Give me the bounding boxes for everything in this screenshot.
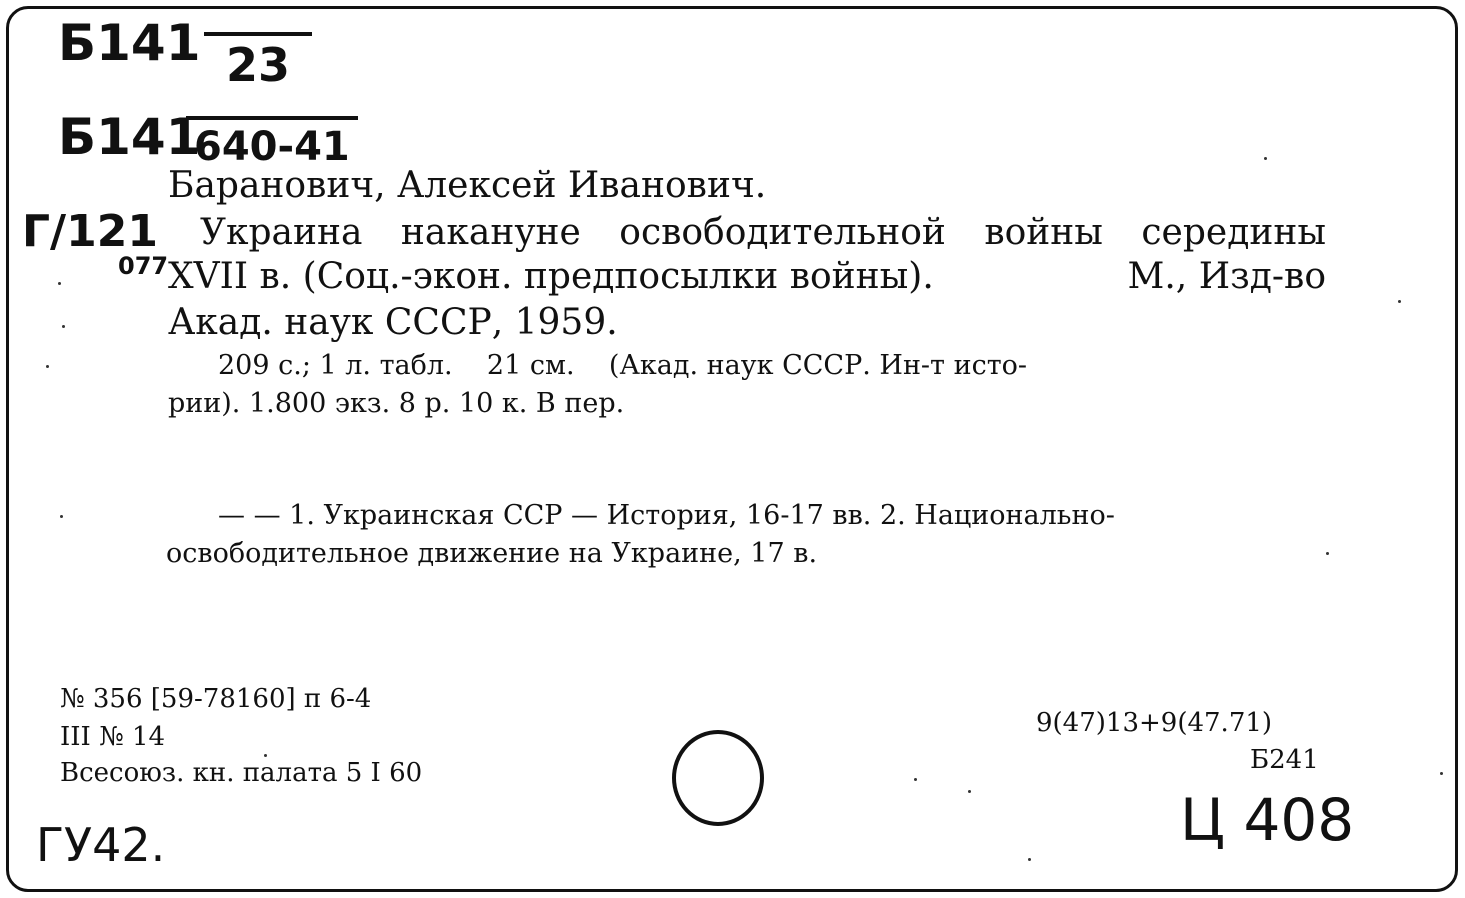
- speck: [1028, 858, 1031, 861]
- card-punch-hole: [670, 728, 770, 832]
- footer-order-line: III № 14: [60, 722, 166, 752]
- title-word: середины: [1141, 212, 1326, 253]
- collation-line-2: рии). 1.800 экз. 8 р. 10 к. В пер.: [168, 388, 625, 419]
- title-word: освободительной: [619, 212, 946, 253]
- publisher-place: М., Изд-во: [1127, 256, 1326, 297]
- speck: [1440, 772, 1443, 775]
- collation-line-1: 209 с.; 1 л. табл. 21 см. (Акад. наук СССР. Ин-т исто-: [218, 350, 1028, 381]
- title-line-2-left: XVII в. (Соц.-экон. предпосылки войны).: [168, 256, 934, 297]
- classification-number: 9(47)13+9(47.71): [1036, 708, 1273, 738]
- speck: [58, 282, 61, 285]
- left-handwritten-mark: Г/121: [22, 206, 158, 257]
- subjects-line-2: освободительное движение на Украине, 17 в.: [166, 538, 818, 569]
- title-line-2: [168, 256, 1326, 297]
- shelf-mark-2-prefix: Б141: [58, 108, 201, 166]
- speck: [60, 515, 63, 518]
- title-line-3: Акад. наук СССР, 1959.: [168, 302, 618, 343]
- speck: [914, 778, 917, 781]
- bottom-right-handwritten-mark: Ц 408: [1180, 786, 1355, 854]
- speck: [62, 325, 65, 328]
- shelf-mark-1-number: 23: [204, 32, 312, 92]
- bottom-left-handwritten-mark: ГУ42.: [36, 818, 166, 872]
- cutter-number: Б241: [1250, 745, 1319, 775]
- title-word: накануне: [400, 212, 581, 253]
- footer-chamber-line: Всесоюз. кн. палата 5 I 60: [60, 758, 423, 788]
- speck: [1398, 300, 1401, 303]
- subjects-line-1: — — 1. Украинская ССР — История, 16-17 вв. 2. Национально-: [218, 500, 1115, 531]
- author-heading: Баранович, Алексей Иванович.: [168, 165, 767, 206]
- title-line-1: [200, 212, 1326, 253]
- title-word: Украина: [200, 212, 363, 253]
- speck: [1326, 552, 1329, 555]
- speck: [46, 365, 49, 368]
- speck: [264, 754, 267, 757]
- title-word: войны: [984, 212, 1103, 253]
- footer-number-line: № 356 [59-78160] п 6-4: [60, 684, 372, 714]
- shelf-mark-2-number: 640-41: [186, 116, 358, 170]
- punch-hole-ring: [674, 732, 762, 824]
- speck: [968, 790, 971, 793]
- shelf-mark-1-prefix: Б141: [58, 14, 201, 72]
- speck: [1264, 157, 1267, 160]
- left-handwritten-mark-sub: 077: [118, 252, 169, 280]
